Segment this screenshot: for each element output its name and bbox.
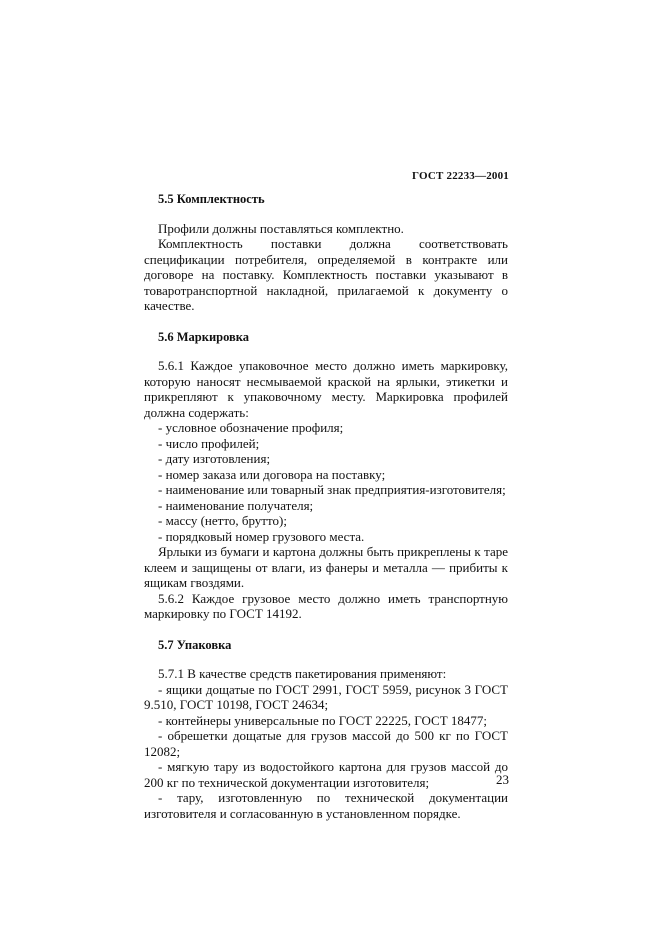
section-marking	[144, 330, 508, 622]
page-number: 23	[496, 772, 509, 787]
paragraph: Комплектность поставки должна соответствовать спецификации потребителя, определяемой в контракте или договоре на поставку. Комплектность поставки указывают в товаротранспортной накладной, прилагаемой к документу о качестве.	[144, 236, 508, 313]
document-code: ГОСТ 22233—2001	[412, 170, 509, 182]
list-item: - наименование или товарный знак предприятия-изготовителя;	[158, 482, 506, 497]
paragraph: Ярлыки из бумаги и картона должны быть прикреплены к таре клеем и защищены от влаги, из фанеры и металла — прибиты к ящикам гвоздями.	[144, 544, 508, 590]
section-completeness	[144, 192, 508, 314]
list-item: - наименование получателя;	[158, 497, 314, 513]
list-item: - массу (нетто, брутто);	[158, 513, 287, 528]
list-item: - условное обозначение профиля;	[158, 420, 344, 435]
section-packaging	[144, 638, 508, 822]
list-item: - число профилей;	[158, 435, 260, 451]
marking-list	[144, 420, 508, 544]
page-content	[144, 192, 508, 837]
paragraph: Профили должны поставляться комплектно.	[158, 220, 404, 236]
list-item: - мягкую тару из водостойкого картона для грузов массой до 200 кг по технической документации изготовителя;	[144, 759, 508, 790]
packaging-list	[144, 682, 508, 822]
paragraph: 5.6.1 Каждое упаковочное место должно иметь маркировку, которую наносят несмываемой краской на ярлыки, этикетки и прикрепляют к упаковочному месту. Маркировка профилей должна содержать:	[144, 358, 508, 420]
paragraph: 5.7.1 В качестве средств пакетирования применяют:	[158, 666, 447, 681]
section-title: 5.6 Маркировка	[158, 329, 250, 344]
list-item: - ящики дощатые по ГОСТ 2991, ГОСТ 5959, рисунок 3 ГОСТ 9.510, ГОСТ 10198, ГОСТ 24634;	[144, 681, 508, 712]
list-item: - обрешетки дощатые для грузов массой до 500 кг по ГОСТ 12082;	[144, 728, 508, 759]
section-title: 5.7 Упаковка	[158, 637, 232, 652]
paragraph: 5.6.2 Каждое грузовое место должно иметь транспортную маркировку по ГОСТ 14192.	[144, 590, 508, 621]
list-item: - контейнеры универсальные по ГОСТ 22225, ГОСТ 18477;	[158, 712, 488, 728]
list-item: - порядковый номер грузового места.	[158, 528, 365, 544]
list-item: - номер заказа или договора на поставку;	[158, 466, 386, 482]
list-item: - тару, изготовленную по технической документации изготовителя и согласованную в установленном порядке.	[144, 790, 508, 821]
section-title: 5.5 Комплектность	[158, 192, 265, 206]
list-item: - дату изготовления;	[158, 451, 271, 466]
